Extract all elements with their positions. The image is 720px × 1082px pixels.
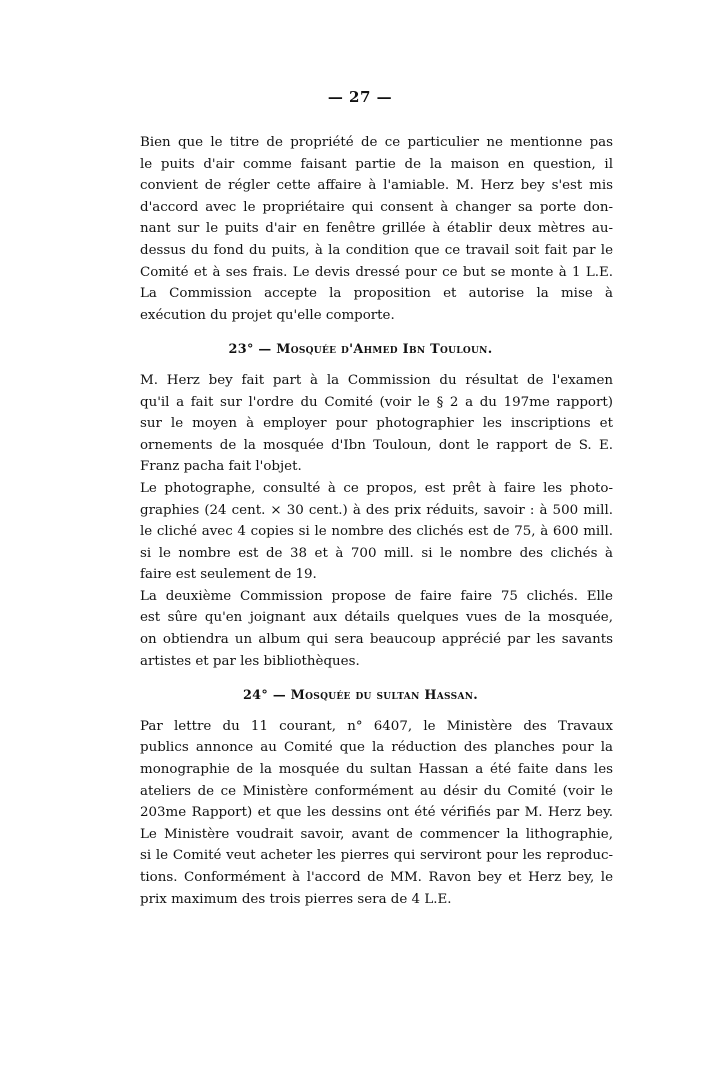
text-line: tions. Conformément à l'accord de MM. Ravon bey et Herz bey, le — [140, 870, 613, 885]
text-line: ateliers de ce Ministère conformément au désir du Comité (voir le — [140, 783, 613, 799]
paragraph-intro-1 — [108, 132, 613, 283]
text-line: nant sur le puits d'air en fenêtre grillée à établir deux mètres au- — [140, 221, 613, 237]
paragraph-23-2 — [108, 478, 613, 586]
text-line: monographie de la mosquée du sultan Hassan a été faite dans les — [140, 762, 613, 778]
text-line: faire est seulement de 19. — [140, 567, 317, 583]
page-number: — 27 — — [327, 88, 393, 106]
text-line: ornements de la mosquée d'Ibn Touloun, dont le rapport de S. E. — [140, 437, 613, 453]
text-line: on obtiendra un album qui sera beaucoup apprécié par les savants — [140, 632, 613, 648]
text-line: qu'il a fait sur l'ordre du Comité (voir le § 2 a du 197me rapport) — [140, 394, 613, 410]
text-line: M. Herz bey fait part à la Commission du résultat de l'examen — [140, 372, 613, 388]
text-line: Comité et à ses frais. Le devis dressé pour ce but se monte à 1 L.E. — [140, 264, 613, 280]
text-line: convient de régler cette affaire à l'amiable. M. Herz bey s'est mis — [140, 178, 613, 194]
text-line: Bien que le titre de propriété de ce particulier ne mentionne pas — [140, 135, 613, 150]
paragraph-23-1 — [108, 370, 613, 478]
text-line: graphies (24 cent. × 30 cent.) à des prix réduits, savoir : à 500 mill. — [140, 502, 613, 518]
text-line: le puits d'air comme faisant partie de la maison en question, il — [140, 156, 613, 172]
section-heading-24: 24° — Mosquée du sultan Hassan. — [242, 688, 479, 704]
text-line: La deuxième Commission propose de faire faire 75 clichés. Elle — [140, 588, 613, 604]
text-line: prix maximum des trois pierres sera de 4 L.E. — [140, 891, 452, 907]
text-line: Franz pacha fait l'objet. — [140, 459, 302, 475]
text-line: exécution du projet qu'elle comporte. — [140, 307, 395, 323]
page-body — [108, 132, 613, 910]
text-line: Le Ministère voudrait savoir, avant de commencer la lithographie, — [140, 826, 613, 842]
text-line: sur le moyen à employer pour photographier les inscriptions et — [140, 416, 613, 432]
text-line: si le Comité veut acheter les pierres qui serviront pour les reproduc- — [140, 848, 613, 864]
text-line: est sûre qu'en joignant aux détails quelques vues de la mosquée, — [140, 610, 613, 626]
text-line: si le nombre est de 38 et à 700 mill. si le nombre des clichés à — [140, 545, 613, 561]
text-line: La Commission accepte la proposition et autorise la mise à — [140, 286, 613, 302]
text-line: 203me Rapport) et que les dessins ont été vérifiés par M. Herz bey. — [140, 805, 613, 821]
text-line: dessus du fond du puits, à la condition que ce travail soit fait par le — [140, 242, 613, 258]
text-line: artistes et par les bibliothèques. — [140, 653, 360, 669]
text-line: le cliché avec 4 copies si le nombre des clichés est de 75, à 600 mill. — [140, 524, 613, 540]
text-line: d'accord avec le propriétaire qui consent à changer sa porte don- — [140, 199, 613, 215]
text-line: Par lettre du 11 courant, n° 6407, le Ministère des Travaux — [140, 718, 613, 734]
paragraph-24-1 — [108, 716, 613, 910]
section-heading-23: 23° — Mosquée d'Ahmed Ibn Touloun. — [228, 342, 493, 358]
text-line: Le photographe, consulté à ce propos, est prêt à faire les photo- — [140, 480, 613, 496]
paragraph-23-3 — [108, 586, 613, 672]
paragraph-intro-2 — [108, 283, 613, 326]
text-line: publics annonce au Comité que la réduction des planches pour la — [140, 740, 613, 756]
